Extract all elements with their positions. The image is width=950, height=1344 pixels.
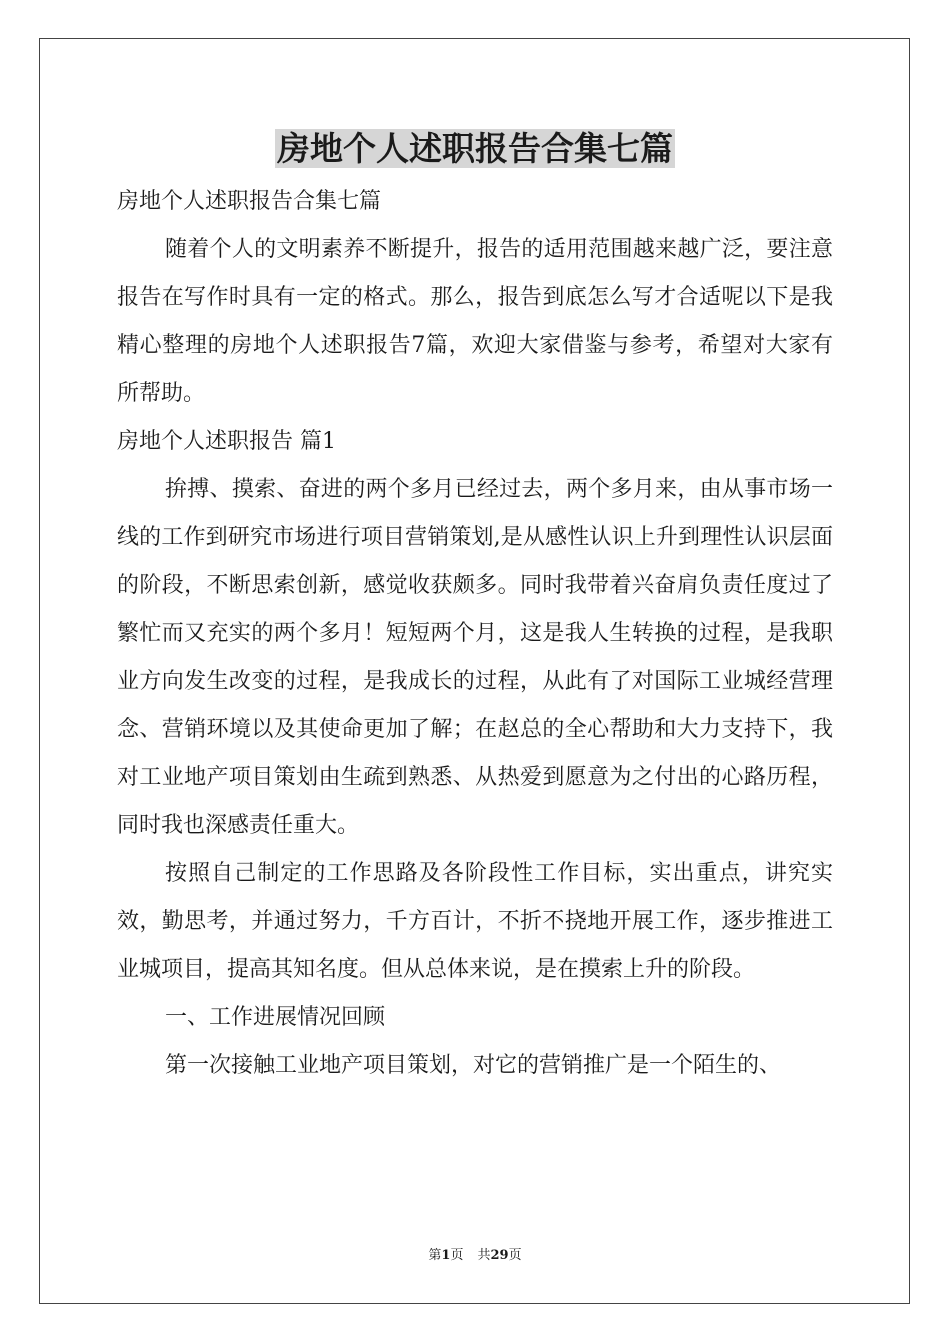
body-paragraph: 按照自己制定的工作思路及各阶段性工作目标，实出重点，讲究实效，勤思考，并通过努力，千方百计，不折不挠地开展工作，逐步推进工业城项目，提高其知名度。但从总体来说，是在摸索上升的阶段。: [117, 861, 833, 982]
page-footer: [0, 1247, 950, 1265]
total-prefix: 共: [477, 1248, 491, 1263]
document-body: [117, 178, 833, 1090]
body-paragraph: 第一次接触工业地产项目策划，对它的营销推广是一个陌生的、: [165, 1053, 782, 1078]
page-prefix: 第: [428, 1248, 442, 1263]
total-suffix: 页: [508, 1248, 522, 1263]
sub-heading: 一、工作进展情况回顾: [165, 1005, 386, 1030]
body-paragraph: 拚搏、摸索、奋进的两个多月已经过去，两个多月来，由从事市场一线的工作到研究市场进行项目营销策划,是从感性认识上升到理性认识层面的阶段，不断思索创新，感觉收获颇多。同时我带着兴奋肩负责任度过了繁忙而又充实的两个多月！短短两个月，这是我人生转换的过程，是我职业方向发生改变的过程，是我成长的过程，从此有了对国际工业城经营理念、营销环境以及其使命更加了解；在赵总的全心帮助和大力支持下，我对工业地产项目策划由生疏到熟悉、从热爱到愿意为之付出的心路历程，同时我也深感责任重大。: [117, 477, 833, 838]
intro-paragraph: 随着个人的文明素养不断提升，报告的适用范围越来越广泛，要注意报告在写作时具有一定的格式。那么，报告到底怎么写才合适呢以下是我精心整理的房地个人述职报告7篇，欢迎大家借鉴与参考，希望对大家有所帮助。: [117, 237, 833, 406]
document-subtitle: 房地个人述职报告合集七篇: [117, 189, 382, 214]
document-title-text: 房地个人述职报告合集七篇: [277, 129, 673, 168]
page-suffix: 页: [450, 1248, 464, 1263]
section-heading: 房地个人述职报告 篇1: [117, 429, 336, 454]
document-title: [0, 127, 950, 171]
total-pages: 29: [490, 1248, 509, 1263]
page-number: 1: [441, 1248, 451, 1263]
